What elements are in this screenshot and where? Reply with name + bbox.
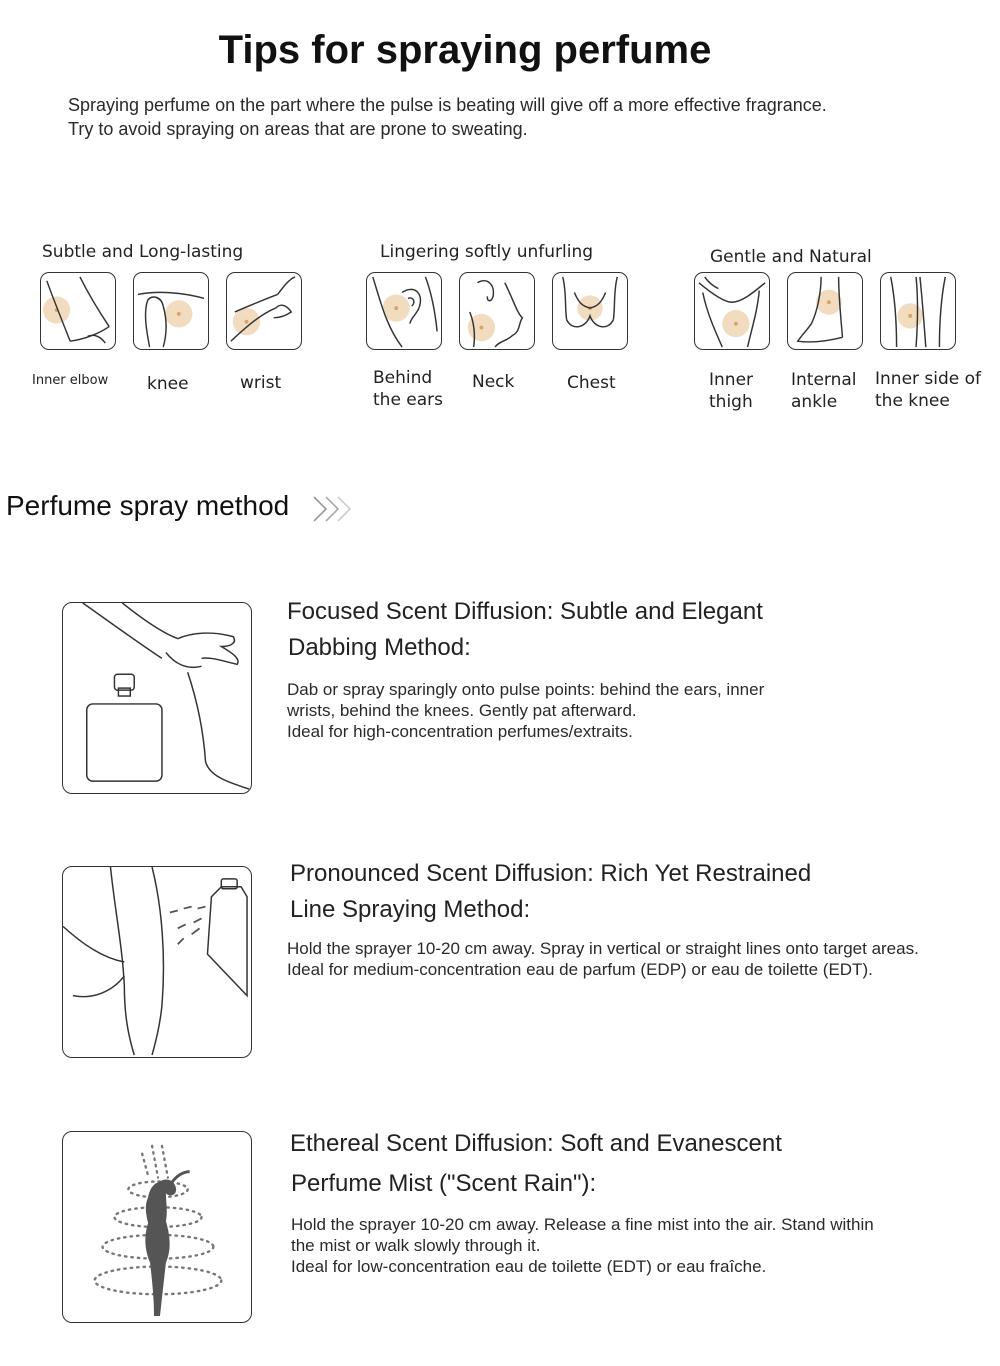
method-1-desc-line-2: wrists, behind the knees. Gently pat afterward. — [287, 701, 637, 720]
method-3-desc-line-3: Ideal for low-concentration eau de toilette (EDT) or eau fraîche. — [291, 1257, 767, 1276]
chevrons-right-icon — [312, 494, 358, 524]
label-behind-line-1: Behind — [373, 368, 433, 388]
inner-knee-icon — [880, 272, 956, 350]
page-title: Tips for spraying perfume — [218, 28, 712, 72]
label-knee: knee — [147, 374, 189, 394]
inner-elbow-icon — [40, 272, 116, 350]
intro-text — [68, 93, 827, 141]
label-inner-elbow: Inner elbow — [32, 373, 109, 388]
line-spraying-illustration-icon — [62, 866, 252, 1058]
label-internal-ankle-line-2: ankle — [791, 392, 838, 412]
method-3-description — [291, 1214, 874, 1277]
label-behind-line-2: the ears — [373, 390, 444, 410]
method-3-desc-line-2: the mist or walk slowly through it. — [291, 1236, 541, 1255]
intro-line-1: Spraying perfume on the part where the pulse is beating will give off a more effective fragrance. — [68, 95, 827, 115]
wrist-icon — [226, 272, 302, 350]
label-inner-thigh — [709, 369, 753, 413]
dabbing-illustration-icon — [62, 602, 252, 794]
label-wrist: wrist — [240, 373, 282, 393]
label-inner-side-line-2: the knee — [875, 391, 950, 411]
label-internal-ankle-line-1: Internal — [791, 370, 857, 390]
group-title-subtle: Subtle and Long-lasting — [42, 242, 244, 262]
method-1-title: Focused Scent Diffusion: Subtle and Elegant — [287, 598, 763, 625]
method-1-desc-line-1: Dab or spray sparingly onto pulse points: behind the ears, inner — [287, 680, 765, 699]
method-2-description — [287, 938, 919, 980]
label-chest: Chest — [567, 373, 616, 393]
method-2-desc-line-1: Hold the sprayer 10-20 cm away. Spray in vertical or straight lines onto target areas. — [287, 939, 919, 958]
label-inner-thigh-line-1: Inner — [709, 370, 754, 390]
method-2-desc-line-2: Ideal for medium-concentration eau de parfum (EDP) or eau de toilette (EDT). — [287, 960, 873, 979]
method-3-desc-line-1: Hold the sprayer 10-20 cm away. Release a fine mist into the air. Stand within — [291, 1215, 874, 1234]
method-2-subtitle: Line Spraying Method: — [290, 896, 531, 923]
ankle-icon — [787, 272, 863, 350]
group-title-gentle: Gentle and Natural — [710, 247, 872, 267]
neck-icon — [459, 272, 535, 350]
label-inner-thigh-line-2: thigh — [709, 392, 753, 412]
label-inner-side-line-1: Inner side of — [875, 369, 982, 389]
method-1-description — [287, 679, 764, 742]
intro-line-2: Try to avoid spraying on areas that are prone to sweating. — [68, 119, 528, 139]
knee-icon — [133, 272, 209, 350]
scent-rain-illustration-icon — [62, 1131, 252, 1323]
ear-icon — [366, 272, 442, 350]
method-1-desc-line-3: Ideal for high-concentration perfumes/extraits. — [287, 722, 633, 741]
method-3-subtitle: Perfume Mist ("Scent Rain"): — [291, 1170, 597, 1197]
method-1-subtitle: Dabbing Method: — [288, 634, 471, 661]
label-behind-the-ears — [373, 367, 443, 411]
label-internal-ankle — [791, 369, 857, 413]
chest-icon — [552, 272, 628, 350]
group-title-lingering: Lingering softly unfurling — [380, 242, 594, 262]
label-inner-side-of-knee — [875, 368, 981, 412]
label-neck: Neck — [472, 372, 515, 392]
method-2-title: Pronounced Scent Diffusion: Rich Yet Restrained — [290, 860, 812, 887]
method-heading: Perfume spray method — [6, 490, 290, 521]
method-3-title: Ethereal Scent Diffusion: Soft and Evanescent — [290, 1130, 782, 1157]
inner-thigh-icon — [694, 272, 770, 350]
